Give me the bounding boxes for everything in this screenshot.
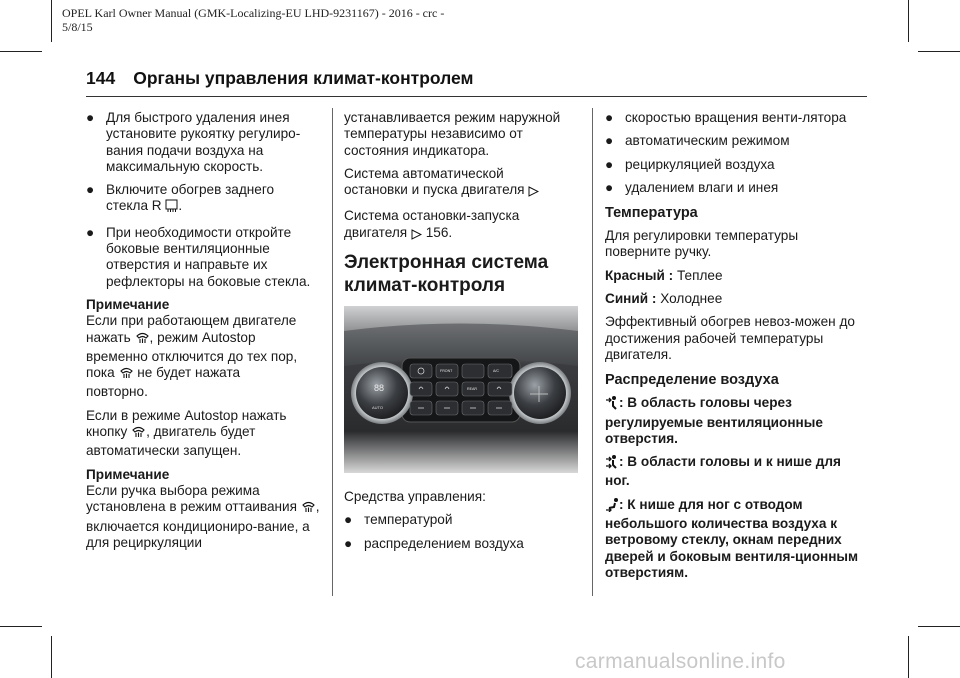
paragraph [605, 268, 865, 284]
red-label: Красный : [605, 267, 674, 283]
meta-line-1: OPEL Karl Owner Manual (GMK-Localizing-EU LHD-9231167) - 2016 - crc - [62, 6, 445, 20]
note-text: Если в режиме Autostop нажать [86, 407, 287, 423]
note-text: Если при работающем двигателе [86, 313, 297, 329]
note-paragraph [86, 313, 320, 400]
paragraph: устанавливается режим наружной температуры независимо от состояния индикатора. [344, 110, 561, 158]
note-heading: Примечание [86, 466, 170, 482]
bullet: ● [605, 110, 614, 125]
windshield-defrost-icon [301, 499, 316, 518]
list-item-text: рециркуляцией воздуха [625, 156, 775, 172]
note-text: , включается кондициониро-вание, а для рециркуляции [86, 499, 320, 550]
column-divider [592, 108, 593, 596]
climate-control-panel-photo [344, 306, 578, 473]
crop-mark [908, 0, 909, 42]
list-item-text: Включите обогрев заднего [106, 182, 275, 198]
list-item [86, 225, 320, 290]
list-item-text: удалением влаги и инея [625, 179, 779, 195]
list-item [344, 512, 578, 528]
column-3 [605, 110, 865, 588]
note-text: автоматически запущен. [86, 443, 242, 459]
note-text: повторно. [86, 384, 148, 400]
list-item [605, 180, 865, 196]
subsection-heading-air-distribution: Распределение воздуха [605, 372, 779, 389]
paragraph: Эффективный обогрев невоз-можен до достижения рабочей температуры двигателя. [605, 314, 855, 362]
blue-label: Синий : [605, 291, 657, 307]
paragraph-text: Система остановки-запуска двигателя [344, 208, 520, 240]
windshield-defrost-icon [135, 330, 150, 349]
note-text: временно отключится до тех пор, [86, 348, 298, 364]
list-item [86, 110, 320, 175]
page-heading [86, 68, 474, 89]
list-item [605, 157, 865, 173]
paragraph [605, 497, 865, 581]
note-paragraph [86, 483, 320, 551]
note-text: нажать [86, 329, 131, 345]
rear-button-label: REAR [467, 387, 477, 392]
list-item [344, 536, 578, 552]
page-number: 144 [86, 68, 116, 88]
list-item-text: температурой [364, 512, 453, 528]
bullet: ● [344, 512, 353, 528]
bullet: ● [605, 133, 614, 149]
crop-mark [0, 626, 42, 627]
vent-bilevel-icon [605, 454, 619, 473]
paragraph-text: Система автоматической [344, 165, 504, 181]
watermark: carmanualsonline.info [575, 650, 786, 673]
section-heading: Электронная система климат-контроля [344, 252, 549, 297]
column-1 [86, 110, 320, 558]
note-text: Если ручка выбора режима установлена в режим оттаивания [86, 482, 297, 515]
page-reference-icon [411, 228, 422, 244]
list-item-text: стекла R [106, 198, 162, 214]
note-text: , двигатель будет [146, 424, 256, 440]
paragraph [605, 291, 865, 307]
distribution-floor-text: : К нише для ног с отводом небольшого количества воздуха к ветровому стеклу, окнам передних дверей и боковым вентиля-ционным отверстиям. [605, 496, 859, 580]
vent-floor-icon [605, 497, 619, 516]
front-button-label: FRONT [440, 369, 453, 374]
list-item-text: Для быстрого удаления инея установите рукоятку регулиро-вания подачи воздуха на максимальную скорость. [106, 110, 301, 174]
note-heading: Примечание [86, 296, 170, 312]
bullet: ● [605, 179, 614, 195]
document-meta [62, 6, 444, 34]
windshield-defrost-icon [119, 365, 134, 384]
crop-mark [908, 636, 909, 678]
page-reference-icon [528, 185, 539, 201]
bullet: ● [86, 182, 95, 198]
windshield-defrost-icon [131, 424, 146, 443]
list-item [605, 133, 865, 149]
distribution-bilevel-text: : В области головы и к нише для ног. [605, 454, 841, 489]
column-divider [332, 108, 333, 596]
list-item-text: распределением воздуха [364, 535, 524, 551]
temp-display-label: 88 [374, 383, 385, 394]
list-item [86, 182, 320, 218]
paragraph [605, 454, 865, 490]
paragraph-text: 156. [425, 224, 453, 240]
list-item [605, 110, 865, 126]
paragraph: Средства управления: [344, 489, 486, 505]
bullet: ● [605, 156, 614, 172]
note-text: пока [86, 365, 115, 381]
page-title: Органы управления климат-контролем [133, 68, 474, 88]
note-text: не будет нажата [137, 365, 241, 381]
column-2 [344, 110, 578, 559]
crop-mark [918, 51, 960, 52]
bullet: ● [344, 535, 353, 551]
bullet: ● [86, 110, 95, 125]
list-item-text: автоматическим режимом [625, 133, 790, 149]
paragraph [344, 208, 578, 244]
subsection-heading-temperature: Температура [605, 205, 698, 222]
crop-mark [0, 51, 42, 52]
note-text: кнопку [86, 424, 128, 440]
paragraph [605, 395, 865, 447]
paragraph-text: остановки и пуска двигателя [344, 182, 525, 198]
auto-label: AUTO [372, 405, 384, 411]
paragraph: Для регулировки температуры поверните ручку. [605, 228, 799, 260]
blue-text: Холоднее [660, 291, 723, 307]
list-item-text: При необходимости откройте боковые вентиляционные отверстия и направьте их рефлекторы на боковые стекла. [106, 224, 311, 289]
ac-button-label: A/C [493, 369, 499, 374]
paragraph [344, 166, 578, 202]
distribution-face-text: : В область головы через регулируемые вентиляционные отверстия. [605, 395, 823, 446]
crop-mark [51, 636, 52, 678]
bullet: ● [86, 224, 95, 240]
list-item-text: скоростью вращения венти-лятора [625, 110, 847, 125]
vent-face-icon [605, 395, 619, 414]
meta-line-2: 5/8/15 [62, 20, 93, 34]
red-text: Теплее [676, 267, 723, 283]
rear-defrost-icon [165, 199, 178, 217]
note-text: , режим Autostop [149, 329, 256, 345]
crop-mark [51, 0, 52, 42]
list-item-text: . [178, 198, 183, 214]
heading-rule [86, 96, 867, 97]
crop-mark [918, 626, 960, 627]
note-paragraph [86, 408, 320, 460]
